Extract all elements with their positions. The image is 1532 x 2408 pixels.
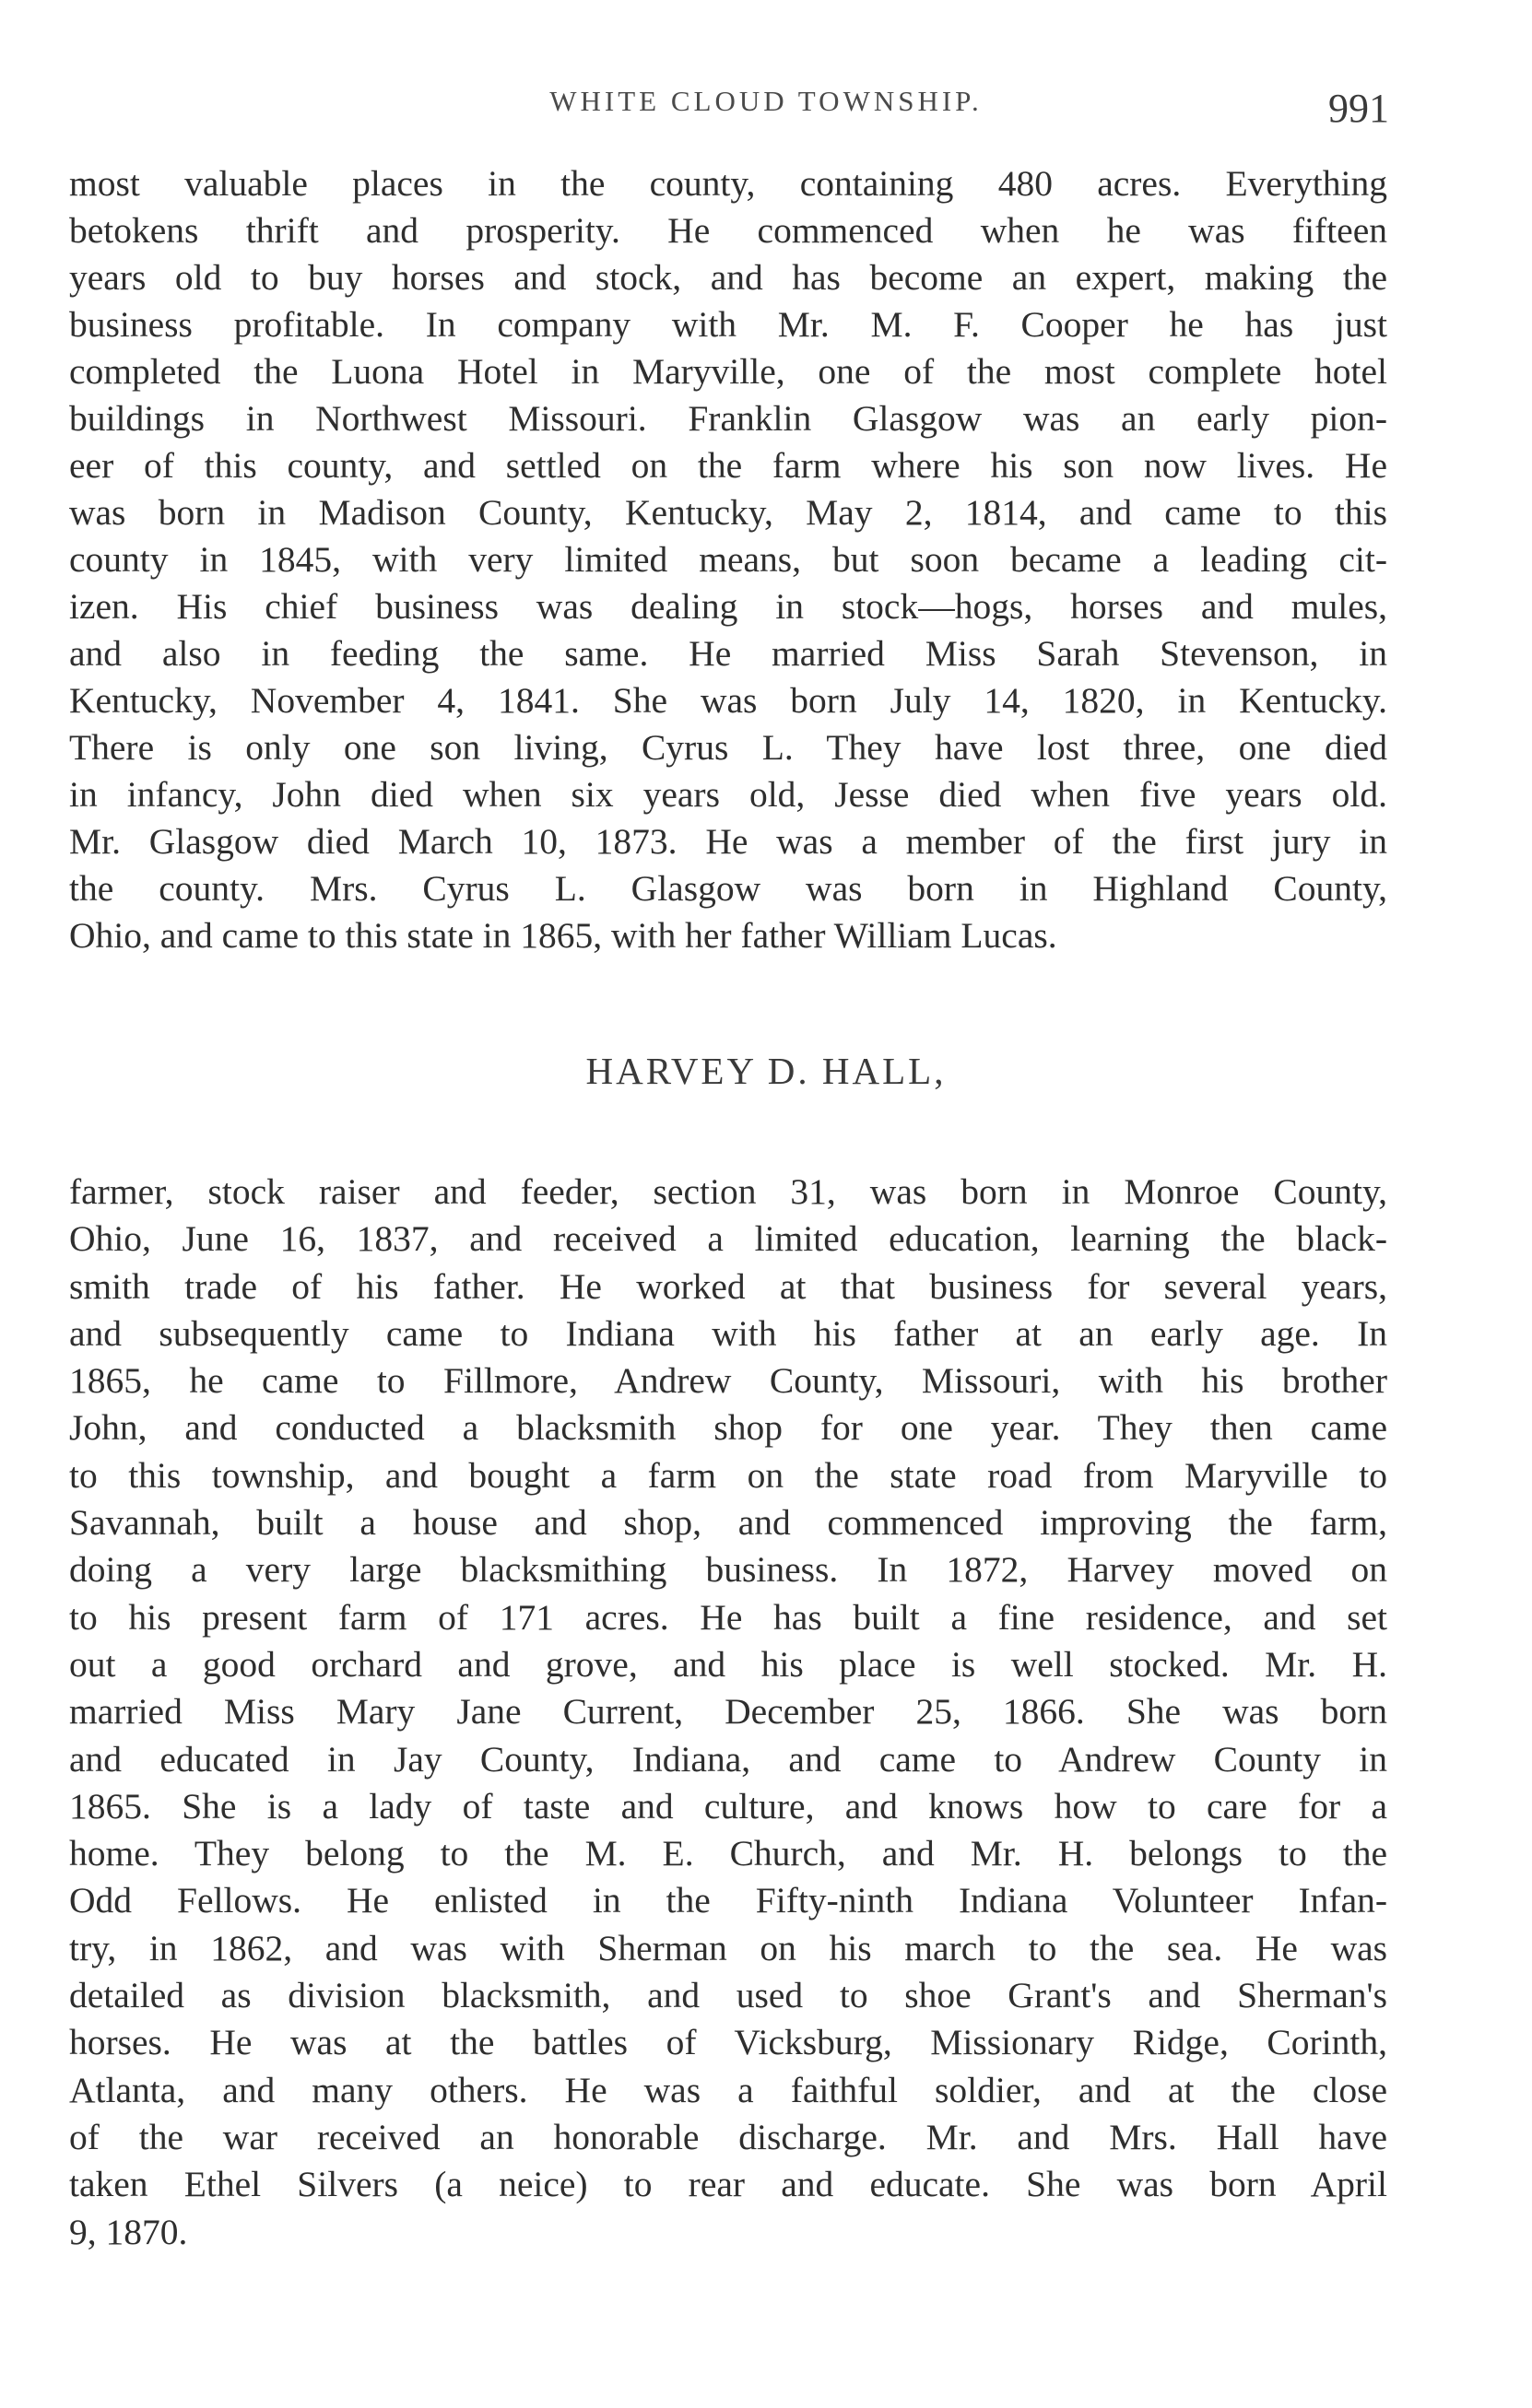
running-head (0, 85, 1532, 131)
text-line: doing a very large blacksmithing business. In 1872, Harvey moved on (69, 1549, 1387, 1591)
section-heading: HARVEY D. HALL, (585, 1050, 947, 1092)
text-line: buildings in Northwest Missouri. Franklin Glasgow was an early pion- (69, 398, 1387, 439)
text-line: betokens thrift and prosperity. He commenced when he was fifteen (69, 210, 1387, 251)
text-line: izen. His chief business was dealing in stock—hogs, horses and mules, (69, 586, 1387, 627)
text-line: Mr. Glasgow died March 10, 1873. He was a member of the first jury in (69, 821, 1387, 862)
text-line: John, and conducted a blacksmith shop for one year. They then came (69, 1407, 1387, 1449)
text-line: There is only one son living, Cyrus L. They have lost three, one died (69, 727, 1387, 768)
text-line: out a good orchard and grove, and his place is well stocked. Mr. H. (69, 1643, 1387, 1685)
text-line: try, in 1862, and was with Sherman on his march to the sea. He was (69, 1927, 1387, 1968)
paragraph-glasgow-continued (69, 160, 1387, 959)
text-line: Ohio, and came to this state in 1865, with her father William Lucas. (69, 915, 1057, 956)
text-line: county in 1845, with very limited means, but soon became a leading cit- (69, 539, 1387, 580)
text-line: horses. He was at the battles of Vicksburg, Missionary Ridge, Corinth, (69, 2022, 1387, 2063)
paragraph-harvey-hall (69, 1169, 1387, 2256)
text-line: to this township, and bought a farm on the state road from Maryville to (69, 1454, 1387, 1496)
text-line: most valuable places in the county, containing 480 acres. Everything (69, 163, 1387, 204)
text-line: 9, 1870. (69, 2211, 188, 2252)
text-line: farmer, stock raiser and feeder, section 31, was born in Monroe County, (69, 1171, 1387, 1212)
text-line: was born in Madison County, Kentucky, May 2, 1814, and came to this (69, 492, 1387, 533)
text-line: eer of this county, and settled on the farm where his son now lives. He (69, 445, 1387, 486)
text-line: married Miss Mary Jane Current, December 25, 1866. She was born (69, 1691, 1387, 1733)
text-line: detailed as division blacksmith, and used to shoe Grant's and Sherman's (69, 1975, 1387, 2016)
text-line: Odd Fellows. He enlisted in the Fifty-ninth Indiana Volunteer Infan- (69, 1880, 1387, 1921)
text-line: Savannah, built a house and shop, and commenced improving the farm, (69, 1502, 1387, 1544)
text-line: completed the Luona Hotel in Maryville, one of the most complete hotel (69, 351, 1387, 392)
text-line: business profitable. In company with Mr. M. F. Cooper he has just (69, 304, 1387, 345)
text-line: of the war received an honorable discharge. Mr. and Mrs. Hall have (69, 2116, 1387, 2157)
running-title: WHITE CLOUD TOWNSHIP. (549, 85, 983, 117)
text-line: Kentucky, November 4, 1841. She was born July 14, 1820, in Kentucky. (69, 680, 1387, 721)
text-line: and also in feeding the same. He married Miss Sarah Stevenson, in (69, 633, 1387, 674)
text-line: smith trade of his father. He worked at that business for several years, (69, 1265, 1387, 1307)
text-line: 1865, he came to Fillmore, Andrew County, Missouri, with his brother (69, 1360, 1387, 1402)
text-line: and educated in Jay County, Indiana, and came to Andrew County in (69, 1738, 1387, 1780)
text-line: the county. Mrs. Cyrus L. Glasgow was born in Highland County, (69, 868, 1387, 909)
text-line: in infancy, John died when six years old, Jesse died when five years old. (69, 774, 1387, 815)
text-line: years old to buy horses and stock, and has become an expert, making the (69, 257, 1387, 298)
text-line: Atlanta, and many others. He was a faithful soldier, and at the close (69, 2069, 1387, 2110)
text-line: to his present farm of 171 acres. He has built a fine residence, and set (69, 1596, 1387, 1638)
page-number: 991 (1328, 86, 1389, 131)
text-line: and subsequently came to Indiana with his father at an early age. In (69, 1312, 1387, 1354)
text-line: 1865. She is a lady of taste and culture, and knows how to care for a (69, 1785, 1387, 1827)
text-line: home. They belong to the M. E. Church, and Mr. H. belongs to the (69, 1833, 1387, 1874)
text-line: taken Ethel Silvers (a neice) to rear and educate. She was born April (69, 2164, 1387, 2205)
text-line: Ohio, June 16, 1837, and received a limited education, learning the black- (69, 1218, 1387, 1260)
